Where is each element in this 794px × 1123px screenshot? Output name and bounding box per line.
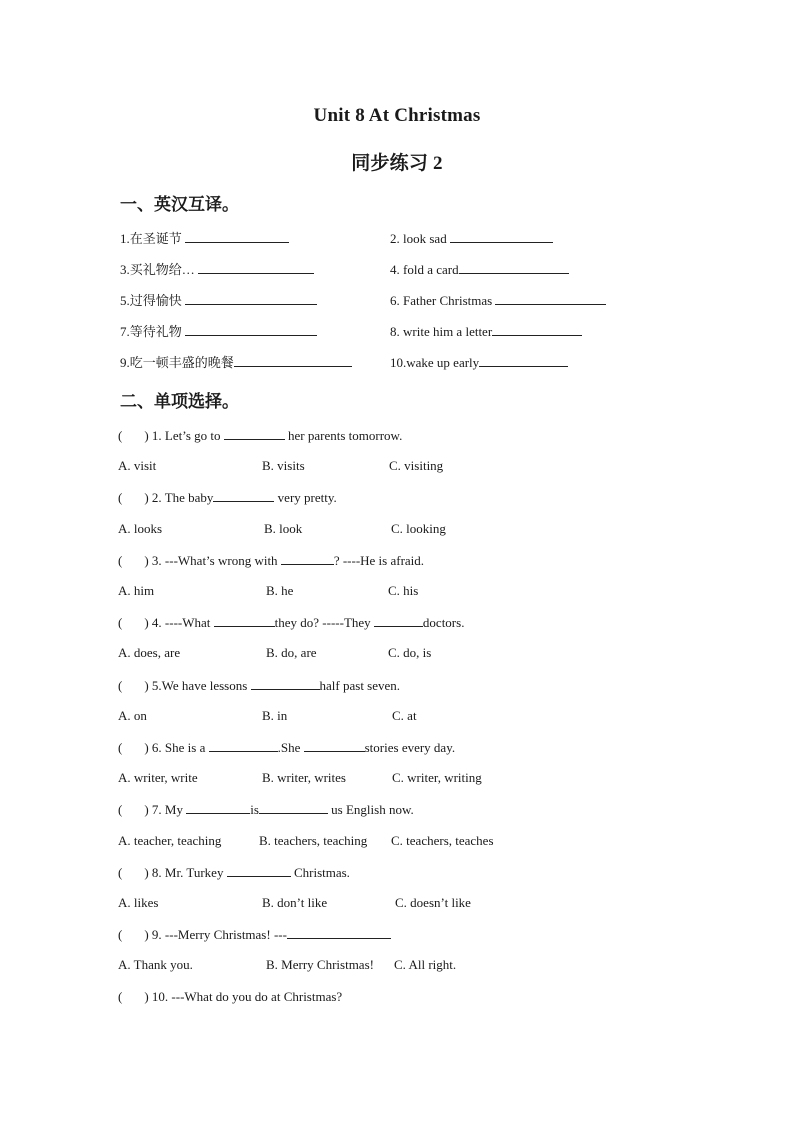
answer-blank[interactable] <box>185 230 289 243</box>
question-5: ( ) 5.We have lessons half past seven. <box>118 678 401 693</box>
question-2-option-b: B. look <box>264 521 303 536</box>
question-3-option-a: A. him <box>118 583 155 598</box>
question-2-option-a: A. looks <box>118 521 163 536</box>
answer-blank[interactable] <box>214 614 275 627</box>
question-7-option-c: C. teachers, teaches <box>391 833 494 848</box>
question-7-option-b: B. teachers, teaching <box>259 833 368 848</box>
question-9: ( ) 9. ---Merry Christmas! --- <box>118 926 391 943</box>
translate-item-5: 5.过得愉快 <box>120 292 317 309</box>
question-8: ( ) 8. Mr. Turkey Christmas. <box>118 865 350 880</box>
question-4-option-a: A. does, are <box>118 645 181 660</box>
answer-blank[interactable] <box>495 292 606 305</box>
question-4: ( ) 4. ----What they do? -----They doctors. <box>118 615 465 630</box>
question-2: ( ) 2. The baby very pretty. <box>118 490 337 505</box>
question-6-option-c: C. writer, writing <box>392 770 482 785</box>
translate-item-7: 7.等待礼物 <box>120 323 317 340</box>
question-9-option-a: A. Thank you. <box>118 957 193 972</box>
translate-item-4: 4. fold a card <box>390 261 569 278</box>
question-1-option-c: C. visiting <box>389 458 444 473</box>
question-10: ( ) 10. ---What do you do at Christmas? <box>118 989 343 1004</box>
page-title: Unit 8 At Christmas <box>313 105 481 126</box>
section-2-heading: 二、单项选择。 <box>120 392 239 412</box>
translate-item-2: 2. look sad <box>390 230 553 247</box>
answer-blank[interactable] <box>234 354 352 367</box>
question-9-option-c: C. All right. <box>394 957 457 972</box>
translate-item-8: 8. write him a letter <box>390 323 582 340</box>
answer-blank[interactable] <box>185 323 317 336</box>
translate-item-10: 10.wake up early <box>390 354 568 371</box>
answer-blank[interactable] <box>186 801 250 814</box>
answer-blank[interactable] <box>450 230 553 243</box>
answer-blank[interactable] <box>287 926 391 939</box>
answer-blank[interactable] <box>259 801 328 814</box>
section-1-heading: 一、英汉互译。 <box>120 195 239 215</box>
question-4-option-b: B. do, are <box>266 645 317 660</box>
question-8-option-b: B. don’t like <box>262 895 328 910</box>
answer-blank[interactable] <box>374 614 423 627</box>
question-1-option-a: A. visit <box>118 458 157 473</box>
answer-blank[interactable] <box>213 489 274 502</box>
question-8-option-c: C. doesn’t like <box>395 895 471 910</box>
translate-item-1: 1.在圣诞节 <box>120 230 289 247</box>
answer-blank[interactable] <box>304 739 365 752</box>
question-5-option-c: C. at <box>392 708 417 723</box>
answer-blank[interactable] <box>198 261 314 274</box>
question-7: ( ) 7. My is us English now. <box>118 802 414 817</box>
question-2-option-c: C. looking <box>391 521 446 536</box>
question-8-option-a: A. likes <box>118 895 159 910</box>
answer-blank[interactable] <box>227 864 291 877</box>
question-1-option-b: B. visits <box>262 458 305 473</box>
question-3-option-b: B. he <box>266 583 294 598</box>
answer-blank[interactable] <box>251 677 320 690</box>
answer-blank[interactable] <box>281 552 334 565</box>
question-1: ( ) 1. Let’s go to her parents tomorrow. <box>118 428 403 443</box>
question-6-option-b: B. writer, writes <box>262 770 346 785</box>
question-4-option-c: C. do, is <box>388 645 432 660</box>
answer-blank[interactable] <box>209 739 278 752</box>
translate-item-3: 3.买礼物给… <box>120 261 314 278</box>
question-3-option-c: C. his <box>388 583 419 598</box>
question-5-option-b: B. in <box>262 708 288 723</box>
question-7-option-a: A. teacher, teaching <box>118 833 222 848</box>
translate-item-9: 9.吃一顿丰盛的晚餐 <box>120 354 352 371</box>
page-subtitle: 同步练习 2 <box>351 153 443 174</box>
question-6-option-a: A. writer, write <box>118 770 198 785</box>
question-9-option-b: B. Merry Christmas! <box>266 957 374 972</box>
answer-blank[interactable] <box>224 427 285 440</box>
question-5-option-a: A. on <box>118 708 147 723</box>
answer-blank[interactable] <box>459 261 569 274</box>
answer-blank[interactable] <box>492 323 582 336</box>
answer-blank[interactable] <box>185 292 317 305</box>
question-3: ( ) 3. ---What’s wrong with ? ----He is afraid. <box>118 553 425 568</box>
answer-blank[interactable] <box>479 354 568 367</box>
question-6: ( ) 6. She is a .She stories every day. <box>118 740 456 755</box>
translate-item-6: 6. Father Christmas <box>390 292 606 309</box>
